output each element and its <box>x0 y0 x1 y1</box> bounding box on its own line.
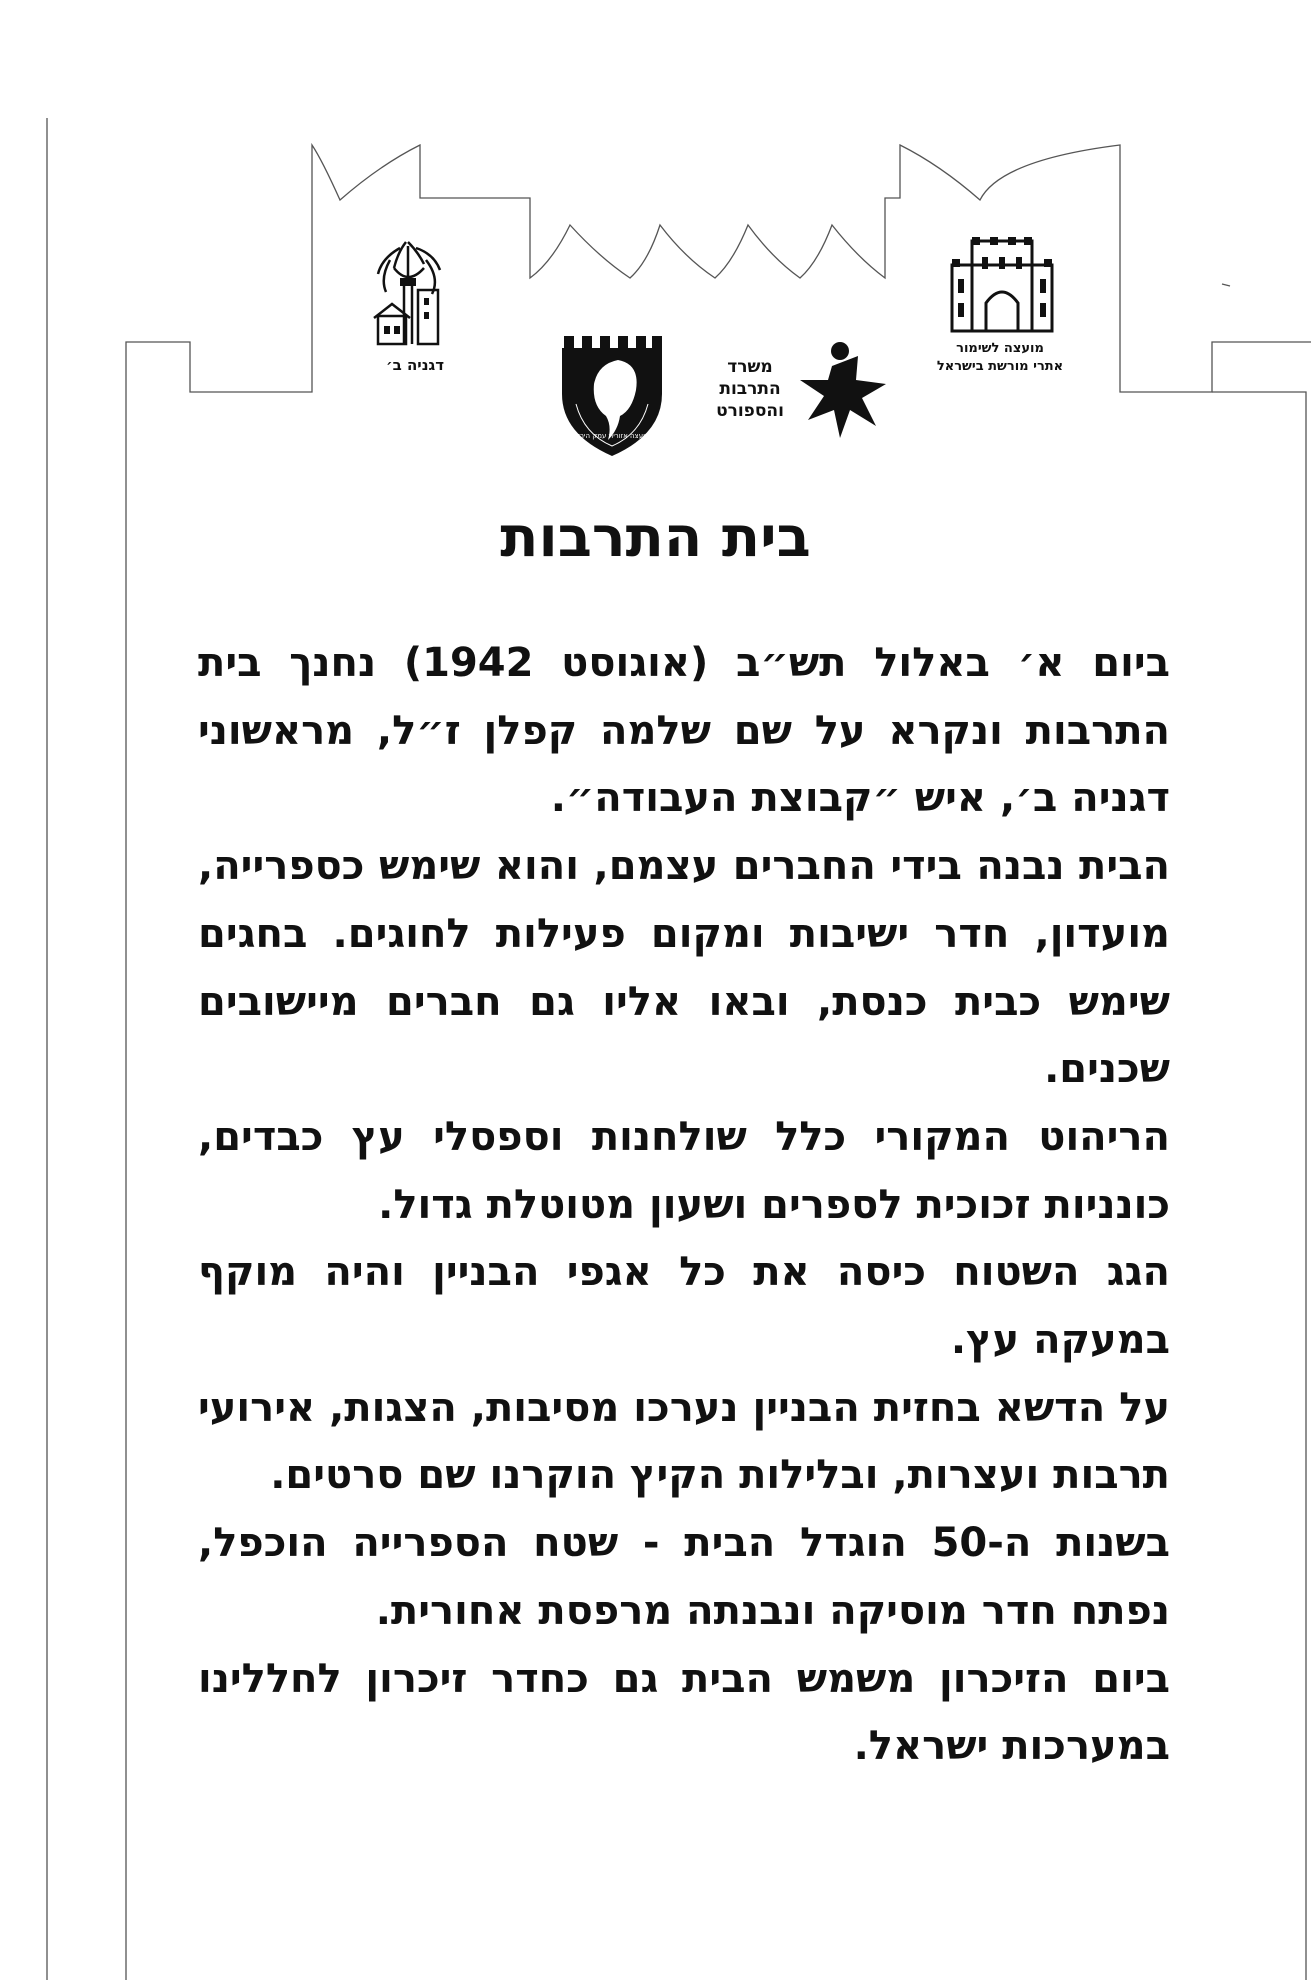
page-title: בית התרבות <box>500 505 811 570</box>
regional-council-shield-logo <box>556 334 668 458</box>
paragraph-memorial: ביום הזיכרון משמש הבית גם כחדר זיכרון לחללינו במערכות ישראל. <box>198 1655 1170 1770</box>
body-text <box>198 630 1170 1781</box>
heritage-council-caption-line1: מועצה לשימור <box>956 341 1044 356</box>
heritage-council-gate-logo <box>946 235 1058 335</box>
culture-ministry-caption-line2: התרבות <box>719 379 781 399</box>
culture-ministry-caption-line3: והספורט <box>716 401 784 421</box>
degania-bet-caption: דגניה ב׳ <box>385 356 445 374</box>
heritage-council-caption-line2: אתרי מורשת בישראל <box>936 359 1064 374</box>
paragraph-inauguration: ביום א׳ באלול תש״ב (אוגוסט 1942) נחנך בית התרבות ונקרא על שם שלמה קפלן ז״ל, מראשוני דגניה ב׳, איש ״קבוצת העבודה״. <box>198 640 1170 822</box>
degania-bet-palm-logo <box>370 238 458 350</box>
culture-ministry-caption <box>704 356 796 422</box>
paragraph-furniture: הריהוט המקורי כלל שולחנות וספסלי עץ כבדים, כונניות זכוכית לספרים ושעון מטוטלת גדול. <box>198 1113 1170 1228</box>
paragraph-uses: הבית נבנה בידי החברים עצמם, והוא שימש כספרייה, מועדון, חדר ישיבות ומקום פעילות לחוגים. בחגים שימש כבית כנסת, ובאו אליו גם חברים מיישובים שכנים. <box>198 843 1170 1093</box>
paragraph-expansion: בשנות ה-50 הוגדל הבית - שטח הספרייה הוכפל, נפתח חדר מוסיקה ונבנתה מרפסת אחורית. <box>198 1520 1170 1634</box>
culture-ministry-caption-line1: משרד <box>727 357 773 377</box>
heritage-council-caption <box>915 340 1085 376</box>
culture-ministry-star-logo <box>796 340 888 440</box>
paragraph-lawn-events: על הדשא בחזית הבניין נערכו מסיבות, הצגות, אירועי תרבות ועצרות, ובלילות הקיץ הוקרנו שם סרטים. <box>198 1384 1170 1499</box>
regional-council-emblem-text: מועצה אזורית עמק הירדן <box>574 432 650 440</box>
paragraph-roof: הגג השטוח כיסה את כל אגפי הבניין והיה מוקף במעקה עץ. <box>198 1249 1170 1364</box>
